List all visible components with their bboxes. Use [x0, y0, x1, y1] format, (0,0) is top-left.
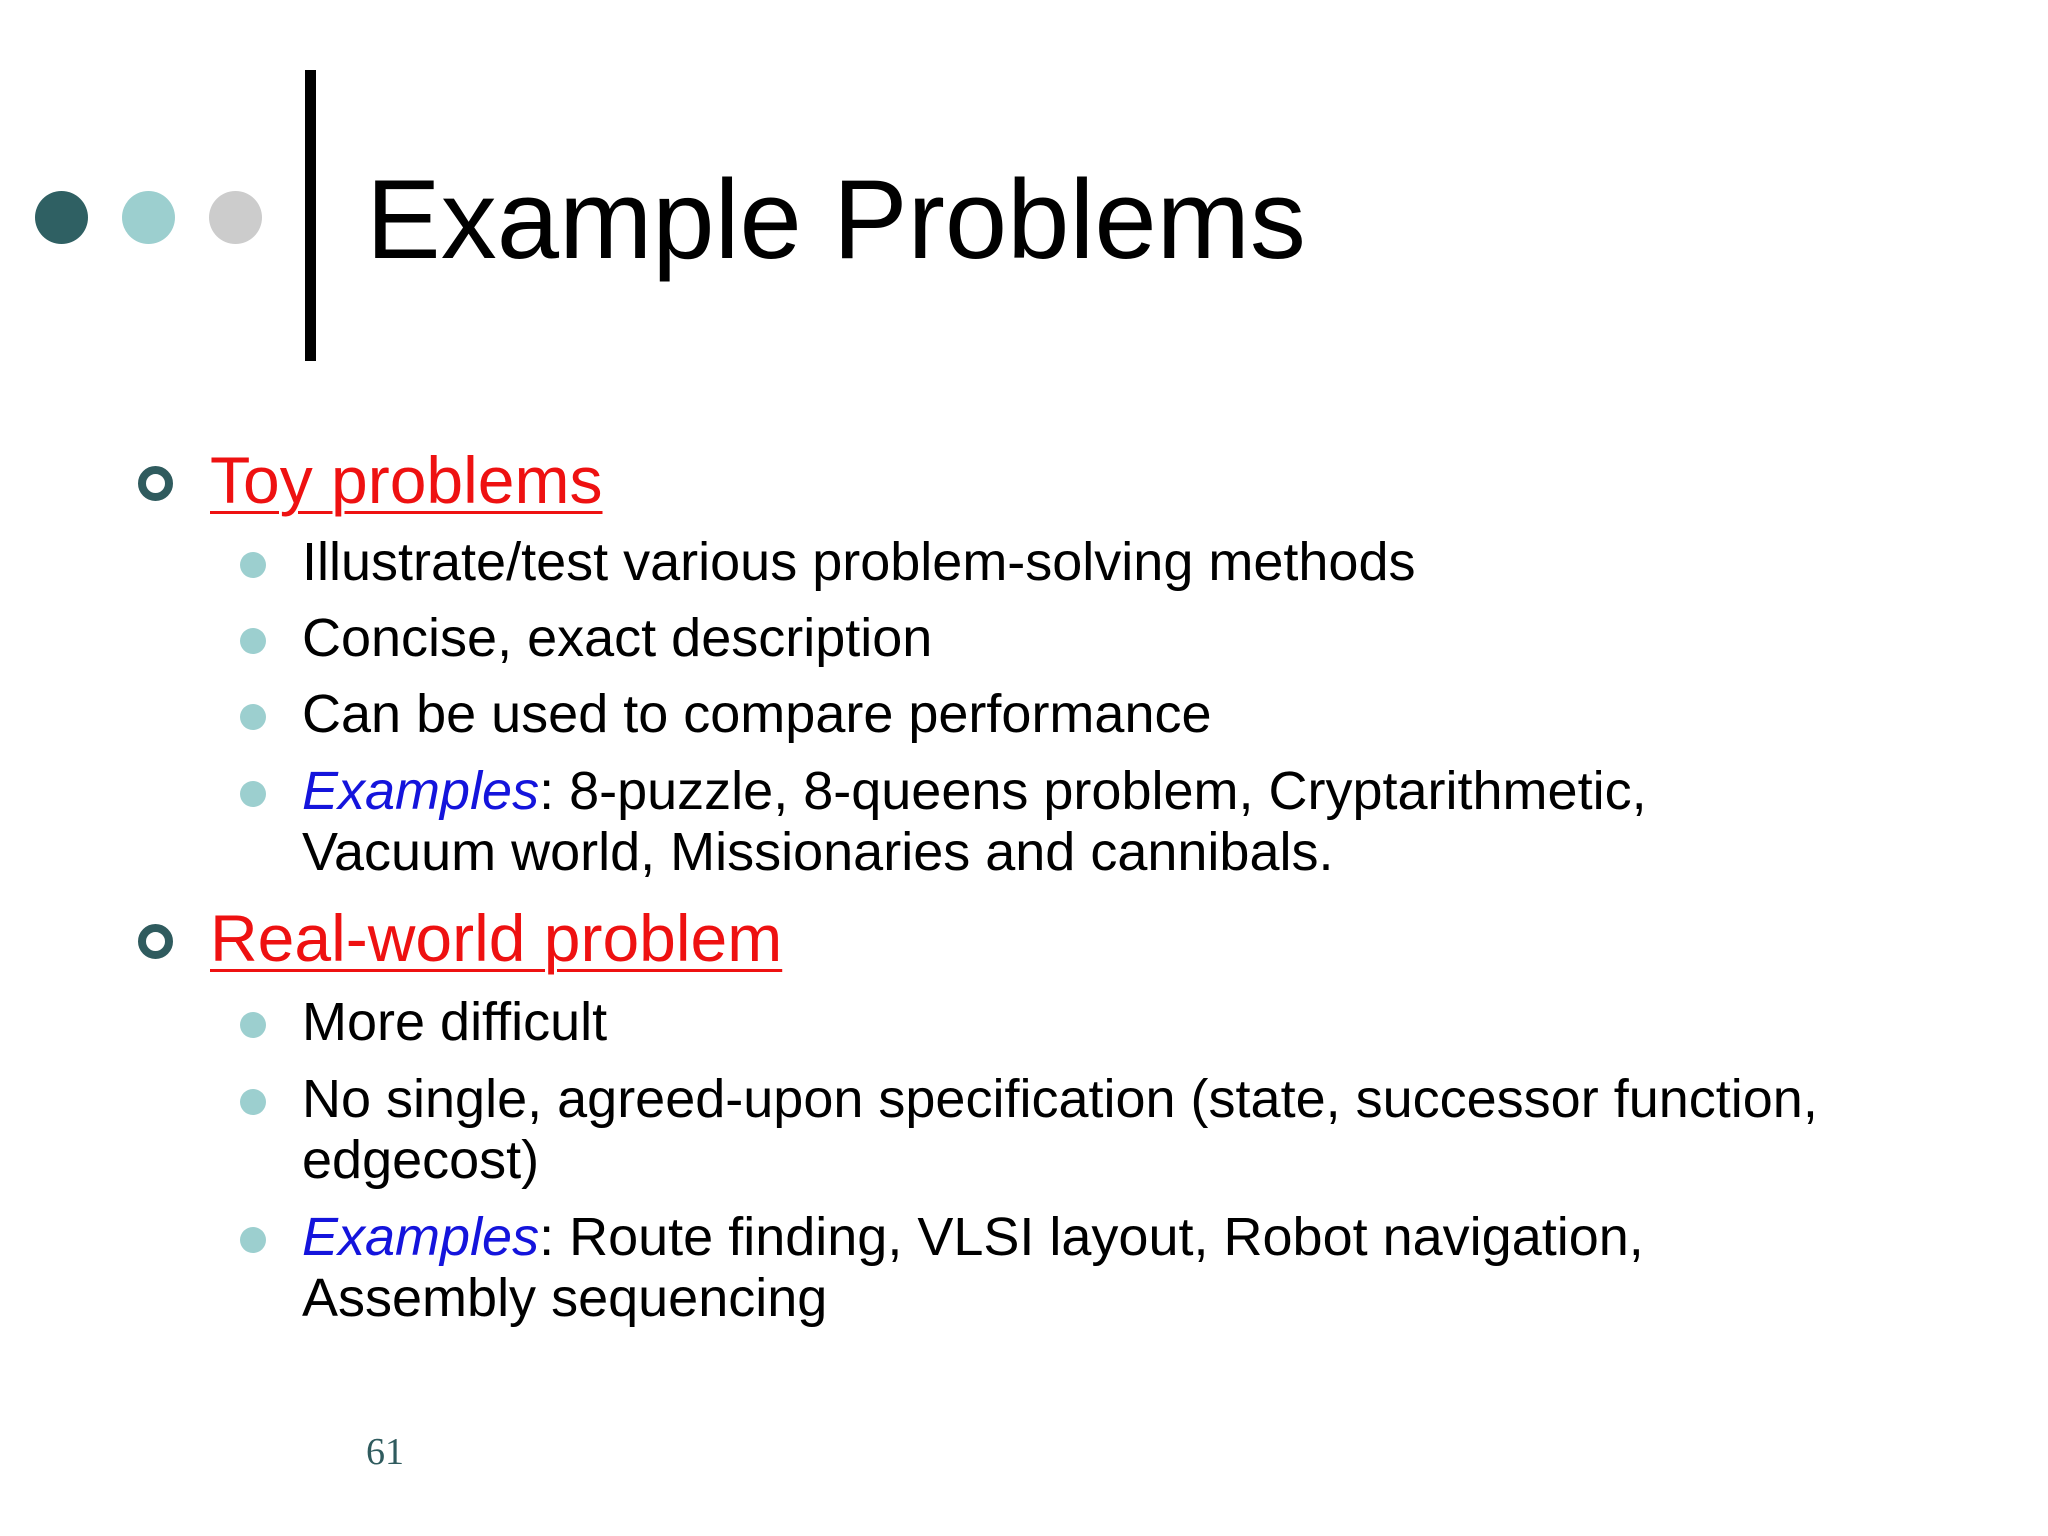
examples-label: Examples — [302, 1207, 540, 1267]
bullet-dot-icon — [240, 628, 266, 654]
bullet-dot-icon — [240, 704, 266, 730]
section-ring-icon — [138, 924, 173, 959]
bullet-dot-icon — [240, 781, 266, 807]
bullet-dot-icon — [240, 552, 266, 578]
bullet-toy-3: Can be used to compare performance — [302, 684, 1212, 744]
decor-dot-gray — [209, 191, 262, 244]
bullet-real-2: No single, agreed-upon specification (state, successor function, edgecost) — [302, 1069, 1818, 1190]
decor-dot-teal — [122, 191, 175, 244]
examples-text: : 8-puzzle, 8-queens problem, Cryptarithmetic, Vacuum world, Missionaries and cannibals. — [302, 761, 1647, 882]
title-divider — [305, 70, 316, 361]
decor-dot-dark — [35, 191, 88, 244]
bullet-dot-icon — [240, 1089, 266, 1115]
bullet-dot-icon — [240, 1227, 266, 1253]
section-heading-real-world-problem: Real-world problem — [210, 901, 783, 975]
bullet-toy-1: Illustrate/test various problem-solving methods — [302, 532, 1416, 592]
bullet-dot-icon — [240, 1012, 266, 1038]
bullet-toy-2: Concise, exact description — [302, 608, 933, 668]
slide-title: Example Problems — [366, 157, 1306, 282]
section-heading-toy-problems: Toy problems — [210, 443, 603, 517]
examples-label: Examples — [302, 761, 540, 821]
examples-text: : Route finding, VLSI layout, Robot navigation, Assembly sequencing — [302, 1207, 1644, 1328]
section-ring-icon — [138, 466, 173, 501]
page-number: 61 — [366, 1431, 404, 1473]
bullet-real-1: More difficult — [302, 992, 608, 1052]
bullet-toy-examples — [302, 761, 1802, 883]
bullet-real-examples — [302, 1207, 1802, 1329]
